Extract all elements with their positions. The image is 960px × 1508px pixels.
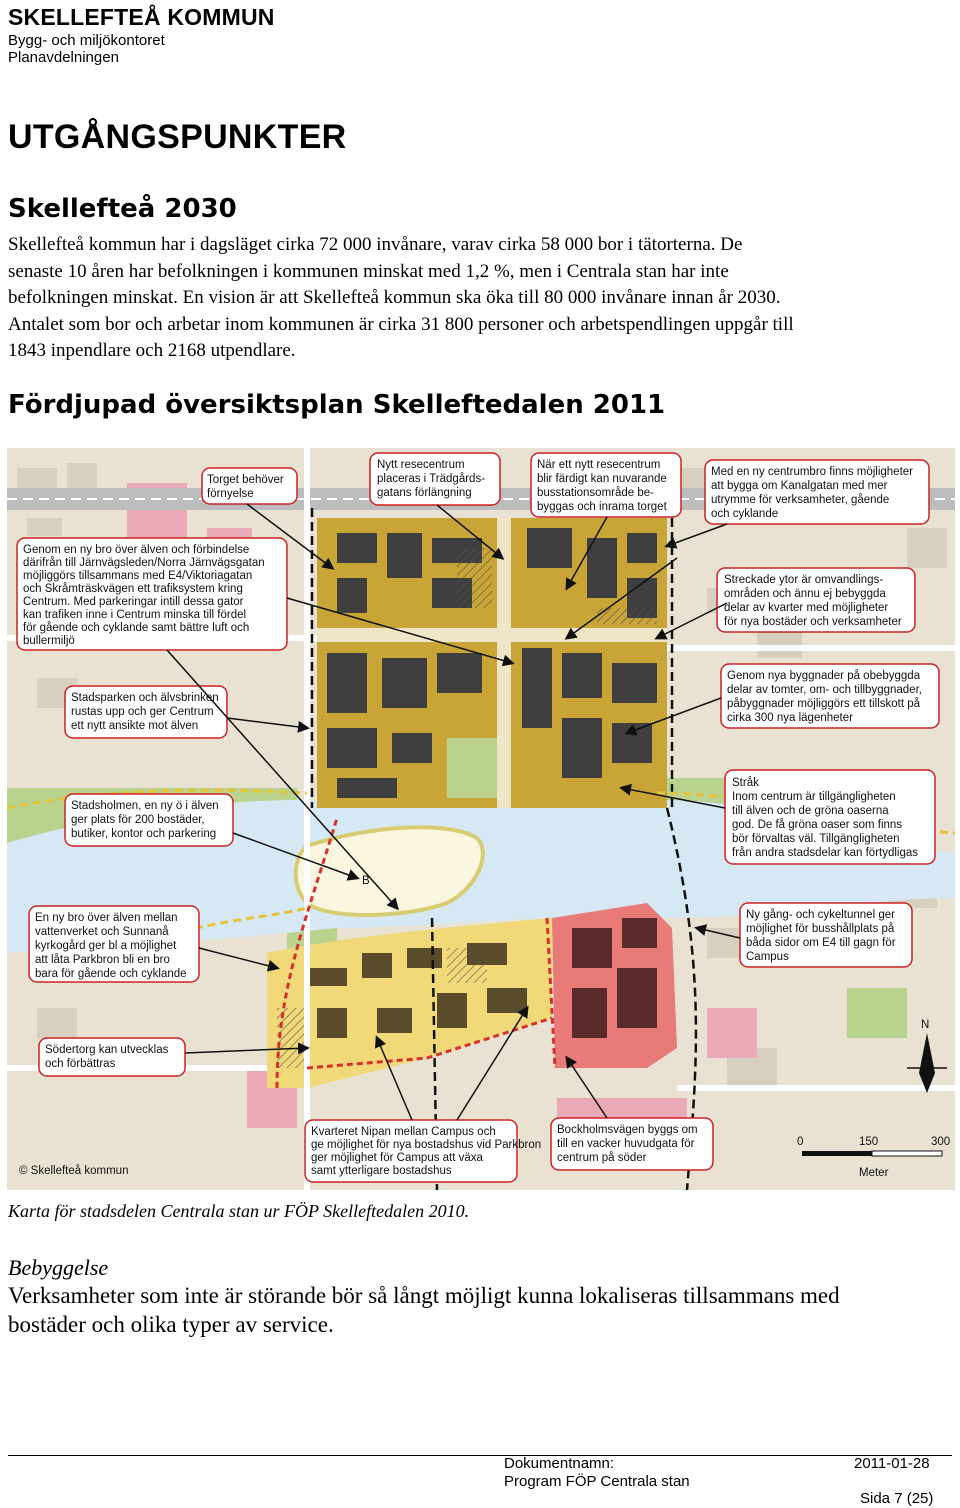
callout-vattenverket <box>29 906 199 982</box>
svg-text:och förbättras: och förbättras <box>45 1058 116 1070</box>
section-heading-2030: Skellefteå 2030 <box>8 194 237 224</box>
svg-text:områden och ännu ej bebyggda: områden och ännu ej bebyggda <box>724 588 886 600</box>
intro-line: befolkningen minskat. En vision är att Skellefteå kommun ska öka till 80 000 invånare innan år 2030. <box>8 287 781 308</box>
svg-text:En ny bro över älven mellan: En ny bro över älven mellan <box>35 912 178 924</box>
svg-text:för gående och cyklande samt b: för gående och cyklande samt bättre luft och <box>23 622 250 634</box>
callout-strak <box>725 770 935 864</box>
svg-text:bör förvaltas väl. Tillgänglig: bör förvaltas väl. Tillgängligheten <box>732 833 900 845</box>
intro-line: Skellefteå kommun har i dagsläget cirka 72 000 invånare, varav cirka 58 000 bor i tätorterna. De <box>8 234 743 255</box>
footer-doc-label: Dokumentnamn: <box>504 1455 615 1472</box>
svg-text:ett nytt ansikte mot älven: ett nytt ansikte mot älven <box>71 720 199 732</box>
svg-text:Centrum. Med parkeringar intil: Centrum. Med parkeringar intill dessa gator <box>23 596 244 608</box>
svg-text:att låta Parkbron bli en bro: att låta Parkbron bli en bro <box>35 954 170 966</box>
svg-text:Stadsholmen, en ny ö i älven: Stadsholmen, en ny ö i älven <box>71 800 219 812</box>
body-line: bostäder och olika typer av service. <box>8 1312 334 1337</box>
svg-text:centrum på söder: centrum på söder <box>557 1152 647 1164</box>
svg-text:möjliggörs tillsammans med E4/: möjliggörs tillsammans med E4/Viktoriagatan <box>23 570 253 582</box>
svg-text:150: 150 <box>859 1136 879 1148</box>
svg-text:bara för gående och cyklande: bara för gående och cyklande <box>35 968 187 980</box>
svg-text:cirka 300 nya lägenheter: cirka 300 nya lägenheter <box>727 712 853 724</box>
svg-text:ger plats för 200 bostäder,: ger plats för 200 bostäder, <box>71 814 205 826</box>
svg-text:kyrkogård ger bl a möjlighet: kyrkogård ger bl a möjlighet <box>35 940 177 952</box>
svg-text:0: 0 <box>797 1136 804 1148</box>
svg-text:bullermiljö: bullermiljö <box>23 635 75 647</box>
svg-text:placeras i Trädgårds-: placeras i Trädgårds- <box>377 473 486 485</box>
callout-bockholm <box>551 1118 713 1170</box>
svg-text:Genom nya byggnader på obebygg: Genom nya byggnader på obebyggda <box>727 670 921 682</box>
svg-text:busstationsområde be-: busstationsområde be- <box>537 487 654 499</box>
callout-sodertorg <box>39 1038 185 1076</box>
callout-centrumbro <box>705 460 929 524</box>
body-line: Verksamheter som inte är störande bör så långt möjligt kunna lokaliseras tillsammans med <box>8 1283 840 1308</box>
svg-text:kan trafiken inne i Centrum mi: kan trafiken inne i Centrum minska till fördel <box>23 609 247 621</box>
campus-area <box>552 903 677 1068</box>
unit-name: Planavdelningen <box>8 49 119 66</box>
svg-text:När ett nytt resecentrum: När ett nytt resecentrum <box>537 459 661 471</box>
svg-text:Ny gång- och cykeltunnel ger: Ny gång- och cykeltunnel ger <box>746 909 895 921</box>
svg-text:Meter: Meter <box>859 1167 889 1179</box>
callout-bro <box>17 538 287 650</box>
svg-text:gatans förlängning: gatans förlängning <box>377 487 472 499</box>
svg-text:Torget behöver: Torget behöver <box>207 474 284 486</box>
intro-line: Antalet som bor och arbetar inom kommunen är cirka 31 800 personer och arbetspendlingen uppgår till <box>8 313 794 335</box>
svg-text:Bockholmsvägen byggs om: Bockholmsvägen byggs om <box>557 1124 698 1136</box>
svg-text:Stadsparken och älvsbrinken: Stadsparken och älvsbrinken <box>71 692 219 704</box>
svg-text:god. De få gröna oaser som fin: god. De få gröna oaser som finns <box>732 819 903 831</box>
svg-text:båda sidor om E4 till gagn för: båda sidor om E4 till gagn för <box>746 937 896 949</box>
island-label: B <box>362 875 370 887</box>
map-caption: Karta för stadsdelen Centrala stan ur FÖP Skelleftedalen 2010. <box>8 1201 470 1221</box>
subheading-bebyggelse: Bebyggelse <box>8 1255 109 1280</box>
footer-divider <box>8 1455 952 1456</box>
svg-text:Inom centrum är tillgänglighet: Inom centrum är tillgängligheten <box>732 791 896 803</box>
svg-text:och Skråmträskvägen ett trafik: och Skråmträskvägen ett trafiksystem kring <box>23 583 243 595</box>
svg-text:från andra stadsdelar kan fört: från andra stadsdelar kan förtydligas <box>732 847 919 859</box>
svg-text:blir färdigt kan nuvarande: blir färdigt kan nuvarande <box>537 473 667 485</box>
department-name: Bygg- och miljökontoret <box>8 32 165 49</box>
svg-text:butiker, kontor och parkering: butiker, kontor och parkering <box>71 828 217 840</box>
svg-text:ge möjlighet för nya bostadshu: ge möjlighet för nya bostadshus vid Parkbron <box>311 1139 542 1151</box>
bebyggelse-paragraph <box>8 1281 948 1339</box>
svg-text:ger möjlighet för Campus att v: ger möjlighet för Campus att växa <box>311 1152 483 1164</box>
footer-date: 2011-01-28 <box>854 1455 930 1472</box>
svg-text:rustas upp och ger Centrum: rustas upp och ger Centrum <box>71 706 214 718</box>
callout-stadsholmen <box>65 794 233 846</box>
svg-text:Med en ny centrumbro finns möj: Med en ny centrumbro finns möjligheter <box>711 466 913 478</box>
svg-text:och cyklande: och cyklande <box>711 508 779 520</box>
svg-text:vattenverket och Sunnanå: vattenverket och Sunnanå <box>35 926 169 938</box>
svg-text:300: 300 <box>931 1136 951 1148</box>
plan-map <box>7 448 955 1190</box>
svg-text:delar av kvarter med möjlighet: delar av kvarter med möjligheter <box>724 602 889 614</box>
intro-paragraph <box>8 232 958 365</box>
svg-text:utrymme för verksamheter, gåen: utrymme för verksamheter, gående <box>711 494 890 506</box>
intro-line: senaste 10 åren har befolkningen i kommunen minskat med 1,2 %, men i Centrala stan har inte <box>8 260 729 282</box>
svg-text:byggas och inrama torget: byggas och inrama torget <box>537 501 667 513</box>
svg-text:förnyelse: förnyelse <box>207 488 254 500</box>
svg-text:N: N <box>921 1019 930 1031</box>
svg-text:påbyggnader möjliggörs ett til: påbyggnader möjliggörs ett tillskott på <box>727 698 921 710</box>
callout-nipan <box>305 1120 541 1182</box>
svg-text:Kvarteret Nipan mellan Campus: Kvarteret Nipan mellan Campus och <box>311 1126 496 1138</box>
svg-text:därifrån till Järnvägsleden/No: därifrån till Järnvägsleden/Norra Järnvägsgatan <box>23 557 265 569</box>
svg-text:för nya bostäder och verksamhe: för nya bostäder och verksamheter <box>724 616 902 628</box>
svg-text:till en vacker huvudgata för: till en vacker huvudgata för <box>557 1138 695 1150</box>
callout-busstation <box>531 453 681 517</box>
callout-stadsparken <box>65 686 227 738</box>
svg-text:att bygga om Kanalgatan med me: att bygga om Kanalgatan med mer <box>711 480 888 492</box>
svg-text:till älven och de gröna oasern: till älven och de gröna oaserna <box>732 805 889 817</box>
svg-text:Nytt resecentrum: Nytt resecentrum <box>377 459 465 471</box>
callout-obebyggda <box>721 664 939 728</box>
callout-streckade <box>717 568 915 632</box>
footer-page-number: Sida 7 (25) <box>860 1490 934 1507</box>
intro-line: 1843 inpendlare och 2168 utpendlare. <box>8 340 296 361</box>
svg-text:delar av tomter, om- och tillb: delar av tomter, om- och tillbyggnader, <box>727 684 922 696</box>
callout-tunnel <box>740 903 912 967</box>
svg-text:Streckade ytor är omvandlings-: Streckade ytor är omvandlings- <box>724 574 884 586</box>
footer-doc-name: Program FÖP Centrala stan <box>504 1473 690 1490</box>
svg-text:möjlighet för busshållplats på: möjlighet för busshållplats på <box>746 923 895 935</box>
callout-torget <box>202 468 297 504</box>
org-name: SKELLEFTEÅ KOMMUN <box>8 4 275 30</box>
callout-resecentrum <box>370 453 500 505</box>
svg-text:Stråk: Stråk <box>732 777 759 789</box>
svg-text:Genom en ny bro över älven och: Genom en ny bro över älven och förbindelse <box>23 544 250 556</box>
map-copyright: © Skellefteå kommun <box>19 1165 129 1177</box>
section-heading-fop: Fördjupad översiktsplan Skelleftedalen 2011 <box>8 390 666 420</box>
page-title: UTGÅNGSPUNKTER <box>8 118 347 156</box>
svg-text:Campus: Campus <box>746 951 789 963</box>
svg-text:Södertorg kan utvecklas: Södertorg kan utvecklas <box>45 1044 169 1056</box>
svg-text:samt ytterligare bostadshus: samt ytterligare bostadshus <box>311 1165 452 1177</box>
